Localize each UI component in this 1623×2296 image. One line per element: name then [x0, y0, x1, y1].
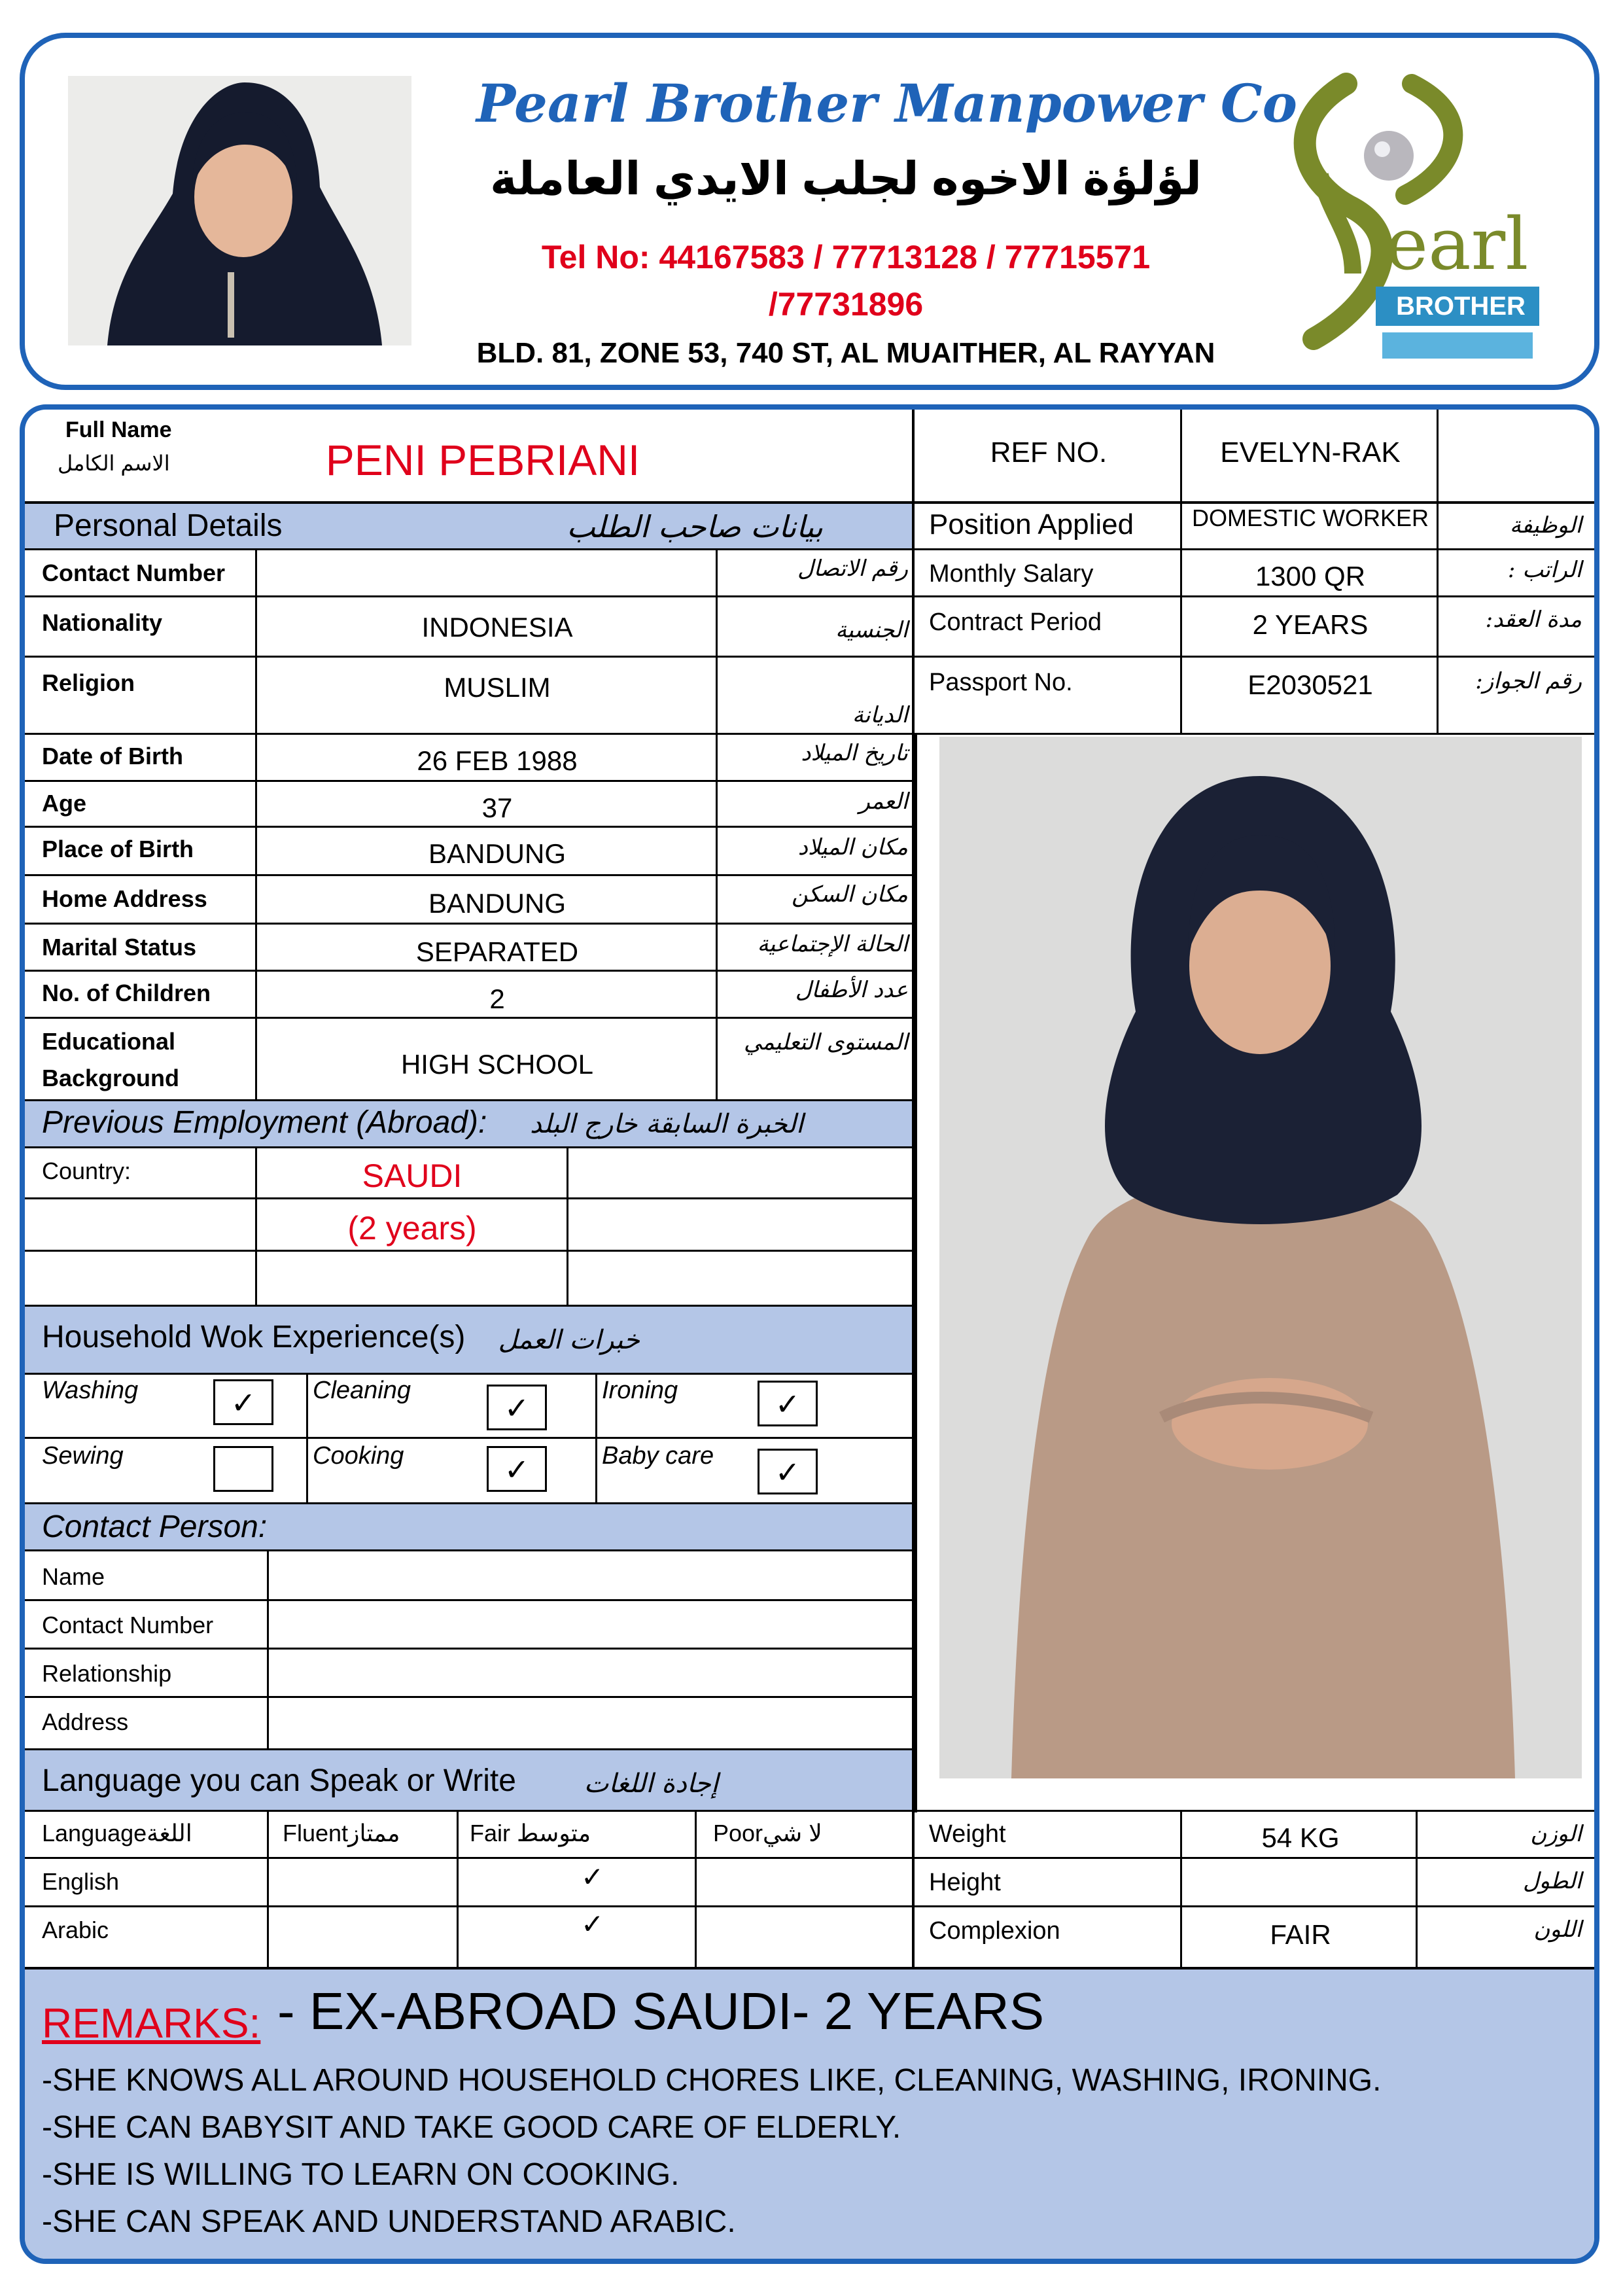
- label-ironing: Ironing: [602, 1377, 678, 1404]
- household-title: Household Wok Experience(s): [42, 1320, 466, 1354]
- telephone-line-1: Tel No: 44167583 / 77713128 / 77715571: [541, 239, 1151, 275]
- ar-education: المستوى التعليمي: [743, 1029, 908, 1055]
- pearl-brother-logo: [1242, 58, 1582, 378]
- checkbox-washing[interactable]: ✓: [213, 1379, 273, 1425]
- remarks-headline: - EX-ABROAD SAUDI- 2 YEARS: [277, 1982, 1045, 2040]
- ref-no-label: REF NO.: [990, 436, 1108, 468]
- ar-weight: الوزن: [1530, 1821, 1582, 1847]
- label-weight: Weight: [929, 1820, 1006, 1848]
- ar-contact-number: رقم الاتصال: [797, 556, 908, 582]
- value-passport-no: E2030521: [1248, 669, 1373, 700]
- telephone-line-2: /77731896: [768, 286, 924, 323]
- label-sewing: Sewing: [42, 1442, 124, 1470]
- personal-details-title: Personal Details: [54, 508, 283, 543]
- label-education-1: Educational: [42, 1028, 176, 1055]
- ar-passport-no: رقم الجواز:: [1475, 668, 1582, 694]
- remarks-line-1: -SHE KNOWS ALL AROUND HOUSEHOLD CHORES LIKE, CLEANING, WASHING, IRONING.: [42, 2063, 1382, 2098]
- value-date-of-birth: 26 FEB 1988: [417, 745, 578, 776]
- previous-employment-title: Previous Employment (Abroad):: [42, 1105, 487, 1140]
- lang-header-poor: Poorلا شي: [713, 1820, 822, 1846]
- ar-religion: الديانة: [852, 702, 908, 728]
- lang-header-fair: Fair متوسط: [470, 1820, 591, 1846]
- label-place-of-birth: Place of Birth: [42, 836, 194, 862]
- remarks-line-4: -SHE CAN SPEAK AND UNDERSTAND ARABIC.: [42, 2204, 736, 2239]
- company-name-en: Pearl Brother Manpower Co.: [476, 73, 1315, 134]
- value-weight: 54 KG: [1261, 1822, 1340, 1853]
- label-monthly-salary: Monthly Salary: [929, 560, 1094, 588]
- value-marital-status: SEPARATED: [415, 936, 579, 967]
- label-home-address: Home Address: [42, 885, 207, 912]
- label-cp-address: Address: [42, 1708, 129, 1735]
- value-position-applied: DOMESTIC WORKER: [1191, 504, 1429, 531]
- remarks-line-3: -SHE IS WILLING TO LEARN ON COOKING.: [42, 2157, 680, 2192]
- language-title-ar: إجادة اللغات: [584, 1769, 718, 1799]
- household-title-ar: خبرات العمل: [498, 1325, 640, 1355]
- ar-complexion: اللون: [1533, 1916, 1582, 1943]
- label-country: Country:: [42, 1157, 131, 1184]
- ar-home-address: مكان السكن: [792, 881, 908, 908]
- ar-place-of-birth: مكان الميلاد: [797, 834, 908, 860]
- remarks-line-2: -SHE CAN BABYSIT AND TAKE GOOD CARE OF ELDERLY.: [42, 2110, 901, 2145]
- ar-contract-period: مدة العقد:: [1485, 607, 1582, 633]
- label-passport-no: Passport No.: [929, 669, 1073, 696]
- header-card: [20, 33, 1599, 390]
- value-duration: (2 years): [347, 1210, 477, 1246]
- ar-height: الطول: [1523, 1868, 1582, 1894]
- previous-employment-title-ar: الخبرة السابقة خارج البلد: [529, 1109, 803, 1139]
- lang-header-language: Languageاللغة: [42, 1820, 192, 1846]
- value-contract-period: 2 YEARS: [1252, 609, 1369, 640]
- checkbox-cleaning[interactable]: ✓: [487, 1385, 547, 1430]
- checkbox-cooking[interactable]: ✓: [487, 1446, 547, 1492]
- ar-nationality: الجنسية: [835, 617, 908, 643]
- value-country: SAUDI: [362, 1157, 462, 1194]
- full-name-value: PENI PEBRIANI: [325, 436, 640, 484]
- logo-text: earl: [1386, 202, 1529, 286]
- application-form: [20, 404, 1599, 2264]
- label-marital-status: Marital Status: [42, 934, 197, 961]
- label-baby-care: Baby care: [602, 1442, 714, 1470]
- ref-no-value: EVELYN-RAK: [1220, 436, 1401, 468]
- ar-date-of-birth: تاريخ الميلاد: [801, 740, 908, 766]
- lang-arabic: Arabic: [42, 1916, 109, 1943]
- label-cp-name: Name: [42, 1563, 105, 1590]
- value-complexion: FAIR: [1270, 1919, 1331, 1950]
- contact-person-title: Contact Person:: [42, 1510, 268, 1544]
- full-body-photo: [939, 737, 1582, 1778]
- checkbox-ironing[interactable]: ✓: [758, 1381, 818, 1426]
- company-address: BLD. 81, ZONE 53, 740 ST, AL MUAITHER, AL RAYYAN: [476, 337, 1215, 369]
- checkbox-sewing[interactable]: [213, 1446, 273, 1492]
- passport-photo: [68, 76, 411, 345]
- label-children: No. of Children: [42, 980, 211, 1006]
- value-education: HIGH SCHOOL: [400, 1049, 594, 1080]
- label-cleaning: Cleaning: [313, 1377, 411, 1404]
- ar-position-applied: الوظيفة: [1509, 512, 1582, 539]
- label-complexion: Complexion: [929, 1917, 1060, 1945]
- ar-monthly-salary: الراتب :: [1507, 557, 1582, 583]
- lang-english: English: [42, 1868, 120, 1895]
- lang-header-fluent: Fluentممتاز: [283, 1820, 400, 1846]
- value-nationality: INDONESIA: [421, 612, 573, 643]
- ar-marital-status: الحالة الإجتماعية: [757, 931, 908, 957]
- label-date-of-birth: Date of Birth: [42, 743, 183, 769]
- label-cooking: Cooking: [313, 1442, 404, 1470]
- full-name-label: Full Name: [65, 417, 172, 442]
- label-contact-number: Contact Number: [42, 559, 226, 586]
- label-position-applied: Position Applied: [929, 508, 1134, 540]
- value-monthly-salary: 1300 QR: [1255, 561, 1366, 592]
- label-height: Height: [929, 1869, 1001, 1896]
- lang-english-fair-check: ✓: [581, 1862, 604, 1892]
- value-age: 37: [481, 792, 513, 823]
- logo-subtext: BROTHER: [1396, 292, 1526, 321]
- value-religion: MUSLIM: [444, 672, 551, 703]
- label-washing: Washing: [42, 1377, 139, 1404]
- ar-children: عدد الأطفال: [795, 977, 908, 1003]
- ar-age: العمر: [859, 788, 908, 815]
- label-religion: Religion: [42, 669, 135, 696]
- language-title: Language you can Speak or Write: [42, 1763, 516, 1798]
- value-children: 2: [489, 983, 505, 1014]
- label-cp-contact-number: Contact Number: [42, 1612, 214, 1638]
- personal-details-title-ar: بيانات صاحب الطلب: [567, 509, 823, 544]
- value-home-address: BANDUNG: [428, 888, 567, 919]
- label-cp-relationship: Relationship: [42, 1660, 172, 1687]
- value-place-of-birth: BANDUNG: [428, 838, 567, 869]
- full-name-label-ar: الاسم الكامل: [58, 451, 170, 475]
- label-age: Age: [42, 790, 87, 817]
- lang-arabic-fair-check: ✓: [581, 1909, 604, 1939]
- checkbox-baby-care[interactable]: ✓: [758, 1449, 818, 1494]
- label-contract-period: Contract Period: [929, 609, 1102, 636]
- remarks-label: REMARKS:: [42, 2000, 261, 2047]
- label-education-2: Background: [42, 1065, 180, 1091]
- company-name-ar: لؤلؤة الاخوه لجلب الايدي العاملة: [489, 153, 1202, 204]
- label-nationality: Nationality: [42, 609, 163, 636]
